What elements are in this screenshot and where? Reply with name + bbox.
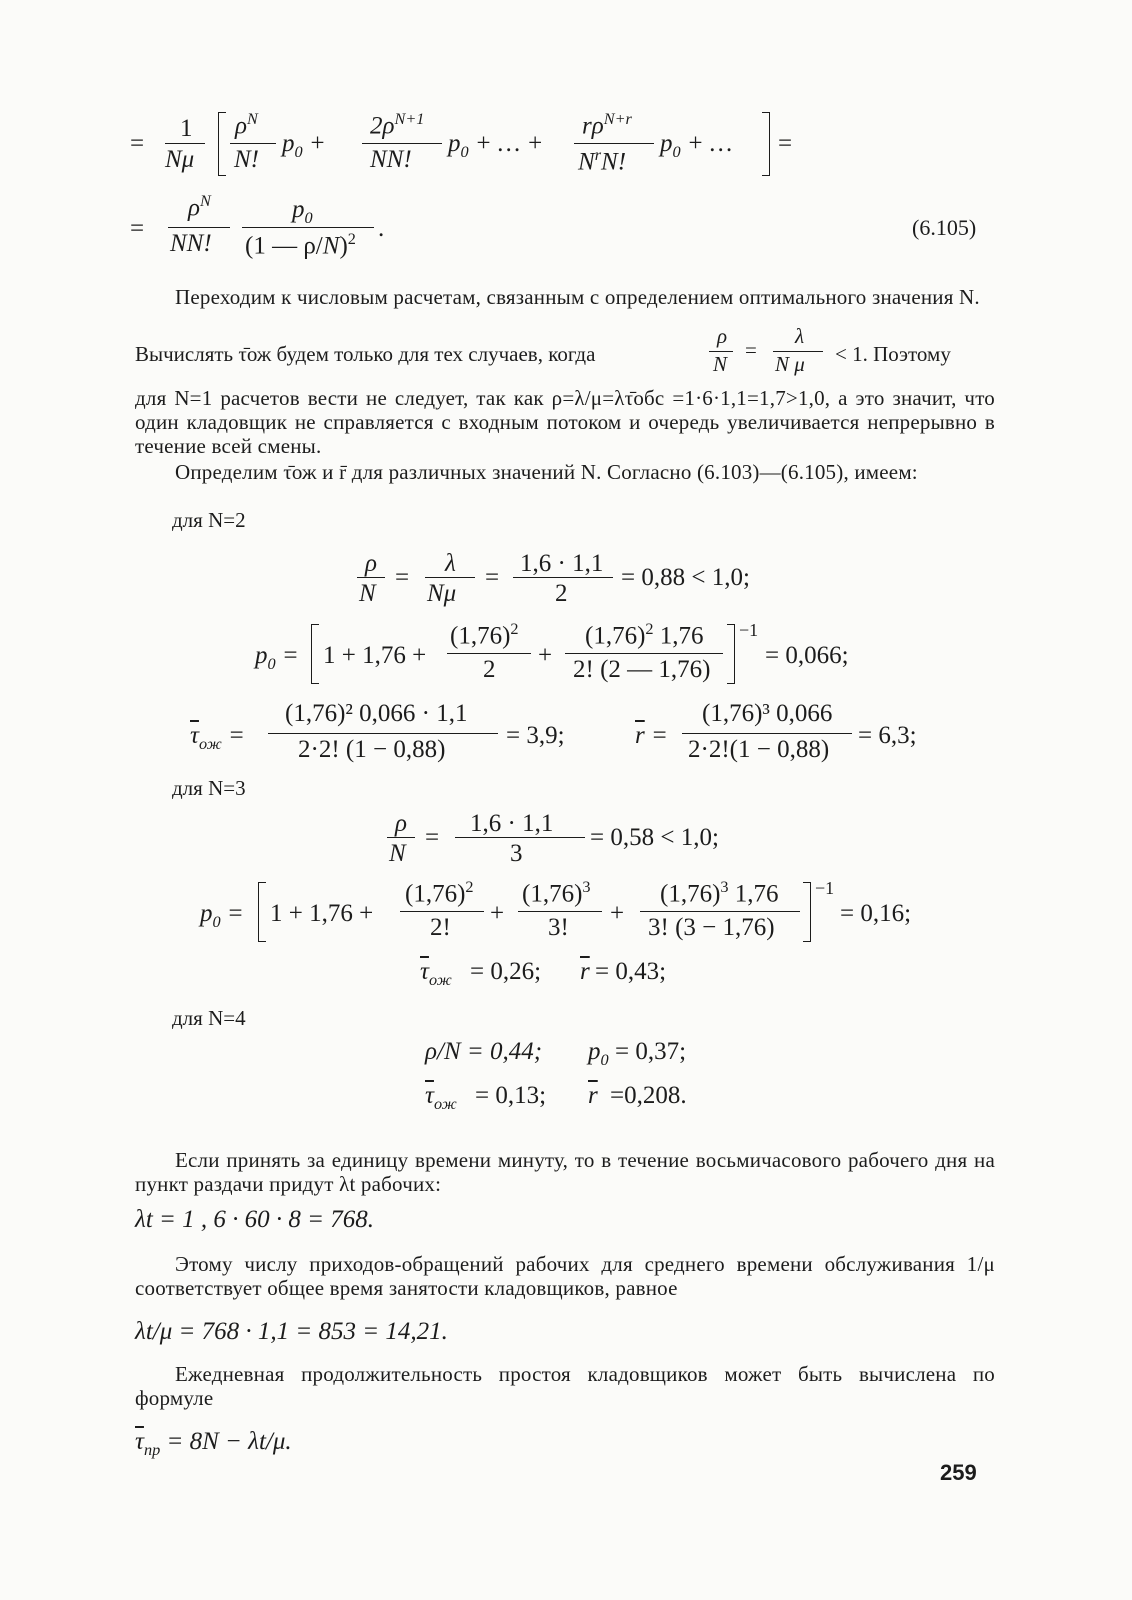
- lead-numerator: 1: [180, 115, 193, 142]
- equation-6-105: = 1 Nμ $\rho^N$ N! $p_0$ + $2\rho^{N+1}$ NN! $p_0$ + … + $r\rho^{N+r}$ $N^rN$! $p_0$ + … = = $\rho^N$ NN! $p_0$ (1 — ρ/N)$^2$ . (6.105): [130, 110, 977, 260]
- n2-rho-ratio: ρ N = λ Nμ = 1,6 · 1,1 2 = 0,88 < 1,0;: [359, 550, 750, 607]
- equation-number: (6.105): [912, 215, 977, 240]
- n3-p0-lead: 1 + 1,76 +: [270, 900, 374, 927]
- paragraph-determine: Определим τ̄ож и r̄ для различных значений N. Согласно (6.103)—(6.105), имеем:: [175, 460, 918, 484]
- n3-tau-value: = 0,26;: [470, 958, 542, 985]
- n3-p0-result: = 0,16;: [840, 900, 912, 927]
- n2-p0-result: = 0,066;: [765, 642, 849, 669]
- n2-r-result: = 6,3;: [858, 722, 917, 749]
- paragraph-workday: Если принять за единицу времени минуту, то в течение восьмичасового рабочего дня на пункт раздачи придут λt рабочих:: [135, 1148, 995, 1196]
- term3-numerator: $r\rho^{N+r}$: [582, 110, 632, 140]
- lead-denominator: Nμ: [165, 146, 195, 173]
- n3-p0-f3-den: 3! (3 − 1,76): [648, 914, 775, 941]
- n3-calc-denominator: 3: [510, 840, 523, 867]
- condition-frac2-num: λ: [795, 324, 805, 348]
- n4-p0-value: = 0,37;: [615, 1038, 687, 1065]
- n2-tau-numerator: (1,76)² 0,066 · 1,1: [285, 700, 468, 727]
- n3-calc-result: = 0,58 < 1,0;: [590, 824, 719, 851]
- label-n3: для N=3: [172, 776, 246, 800]
- n3-rho-ratio: ρ N = 1,6 · 1,1 3 = 0,58 < 1,0;: [389, 810, 719, 867]
- label-n2: для N=2: [172, 508, 246, 532]
- n3-calc-numerator: 1,6 · 1,1: [470, 810, 554, 837]
- n2-r-numerator: (1,76)³ 0,066: [702, 700, 833, 727]
- n2-tau-r: $\overline{\tau}_{ож}$ = (1,76)² 0,066 · 1,1 2·2! (1 − 0,88) = 3,9; $\overline{r}$ = (1,76)³ 0,066 2·2!(1 − 0,88) = 6,3;: [190, 700, 917, 763]
- term1-denominator: N!: [234, 146, 259, 173]
- n3-tau-r: $\overline{\tau}_{ож}$ = 0,26; $\overline{r}$ = 0,43;: [420, 958, 667, 989]
- term1-suffix: $p_0$ +: [282, 130, 326, 161]
- condition-text-start: Вычислять τ̄ож будем только для тех случаев, когда: [135, 342, 596, 366]
- label-n4: для N=4: [172, 1006, 246, 1030]
- condition-text-after: < 1. Поэтому: [835, 342, 951, 366]
- n3-r-value: = 0,43;: [595, 958, 667, 985]
- term2-numerator: $2\rho^{N+1}$: [370, 110, 425, 140]
- line2-f2-denominator: (1 — ρ/N)$^2$: [245, 230, 356, 260]
- line2-f2-numerator: $p_0$: [292, 196, 313, 227]
- paragraph-service-time: Этому числу приходов-обращений рабочих для среднего времени обслуживания 1/μ соответствует общее время занятости кладовщиков, равное: [135, 1252, 995, 1300]
- paragraph-idle-time: Ежедневная продолжительность простоя кладовщиков может быть вычислена по формуле: [135, 1362, 995, 1410]
- n2-p0: $p_0$ = 1 + 1,76 + $(1,76)^2$ 2 + $(1,76)^2$ 1,76 2! (2 — 1,76) −1 = 0,066;: [255, 620, 849, 683]
- n2-calc-numerator: 1,6 · 1,1: [520, 550, 604, 577]
- paragraph-n1-explanation: для N=1 расчетов вести не следует, так как ρ=λ/μ=λτ̄обс =1·6·1,1=1,7>1,0, а это значит, что один кладовщик не справляется с входным потоком и очередь увеличивается непрерывно в течение всей смены.: [135, 386, 995, 458]
- idle-formula-rhs: = 8N − λt/μ.: [166, 1428, 292, 1455]
- equation-lambda-t: λt = 1 , 6 · 60 · 8 = 768.: [135, 1206, 375, 1233]
- paragraph-condition: Вычислять τ̄ож будем только для тех случаев, когда ρ N = λ N μ < 1. Поэтому: [135, 324, 951, 376]
- line2-f1-denominator: NN!: [170, 230, 212, 257]
- n4-r-value: =0,208.: [610, 1082, 687, 1109]
- condition-frac1-den: N: [713, 352, 728, 376]
- term1-numerator: $\rho^N$: [235, 110, 258, 140]
- n2-r-denominator: 2·2!(1 − 0,88): [688, 736, 830, 763]
- term2-denominator: NN!: [370, 146, 412, 173]
- term3-denominator: $N^rN$!: [578, 146, 627, 176]
- equation-busy-time: λt/μ = 768 · 1,1 = 853 = 14,21.: [135, 1318, 448, 1345]
- equation-idle-formula: $\overline{\tau}_{пр} = 8N - \lambda t/\mu$.: [135, 1428, 292, 1459]
- condition-frac2-den: N μ: [775, 352, 805, 376]
- n3-p0-f1-den: 2!: [430, 914, 451, 941]
- n2-tau-result: = 3,9;: [506, 722, 565, 749]
- term2-suffix: $p_0$ + … +: [448, 130, 544, 161]
- n2-calc-denominator: 2: [555, 580, 568, 607]
- page-number: 259: [940, 1460, 977, 1485]
- n3-p0-f2-den: 3!: [548, 914, 569, 941]
- paragraph-numerical-calc: Переходим к числовым расчетам, связанным с определением оптимального значения N.: [175, 285, 980, 309]
- condition-frac1-num: ρ: [717, 324, 728, 348]
- n2-tau-denominator: 2·2! (1 − 0,88): [298, 736, 446, 763]
- n2-calc-result: = 0,88 < 1,0;: [621, 564, 750, 591]
- n3-p0: $p_0$ = 1 + 1,76 + $(1,76)^2$ 2! + $(1,76)^3$ 3! + $(1,76)^3$ 1,76 3! (3 − 1,76) −1 = 0,16;: [200, 878, 912, 941]
- n4-rho-value: ρ/N = 0,44;: [425, 1038, 543, 1065]
- n4-tau-value: = 0,13;: [475, 1082, 547, 1109]
- n4-values: ρ/N = 0,44; $p_0$ = 0,37; $\overline{\tau}_{ож}$ = 0,13; $\overline{r}$ =0,208.: [425, 1038, 687, 1113]
- term3-suffix: $p_0$ + …: [660, 130, 733, 161]
- line2-f1-numerator: $\rho^N$: [188, 192, 211, 222]
